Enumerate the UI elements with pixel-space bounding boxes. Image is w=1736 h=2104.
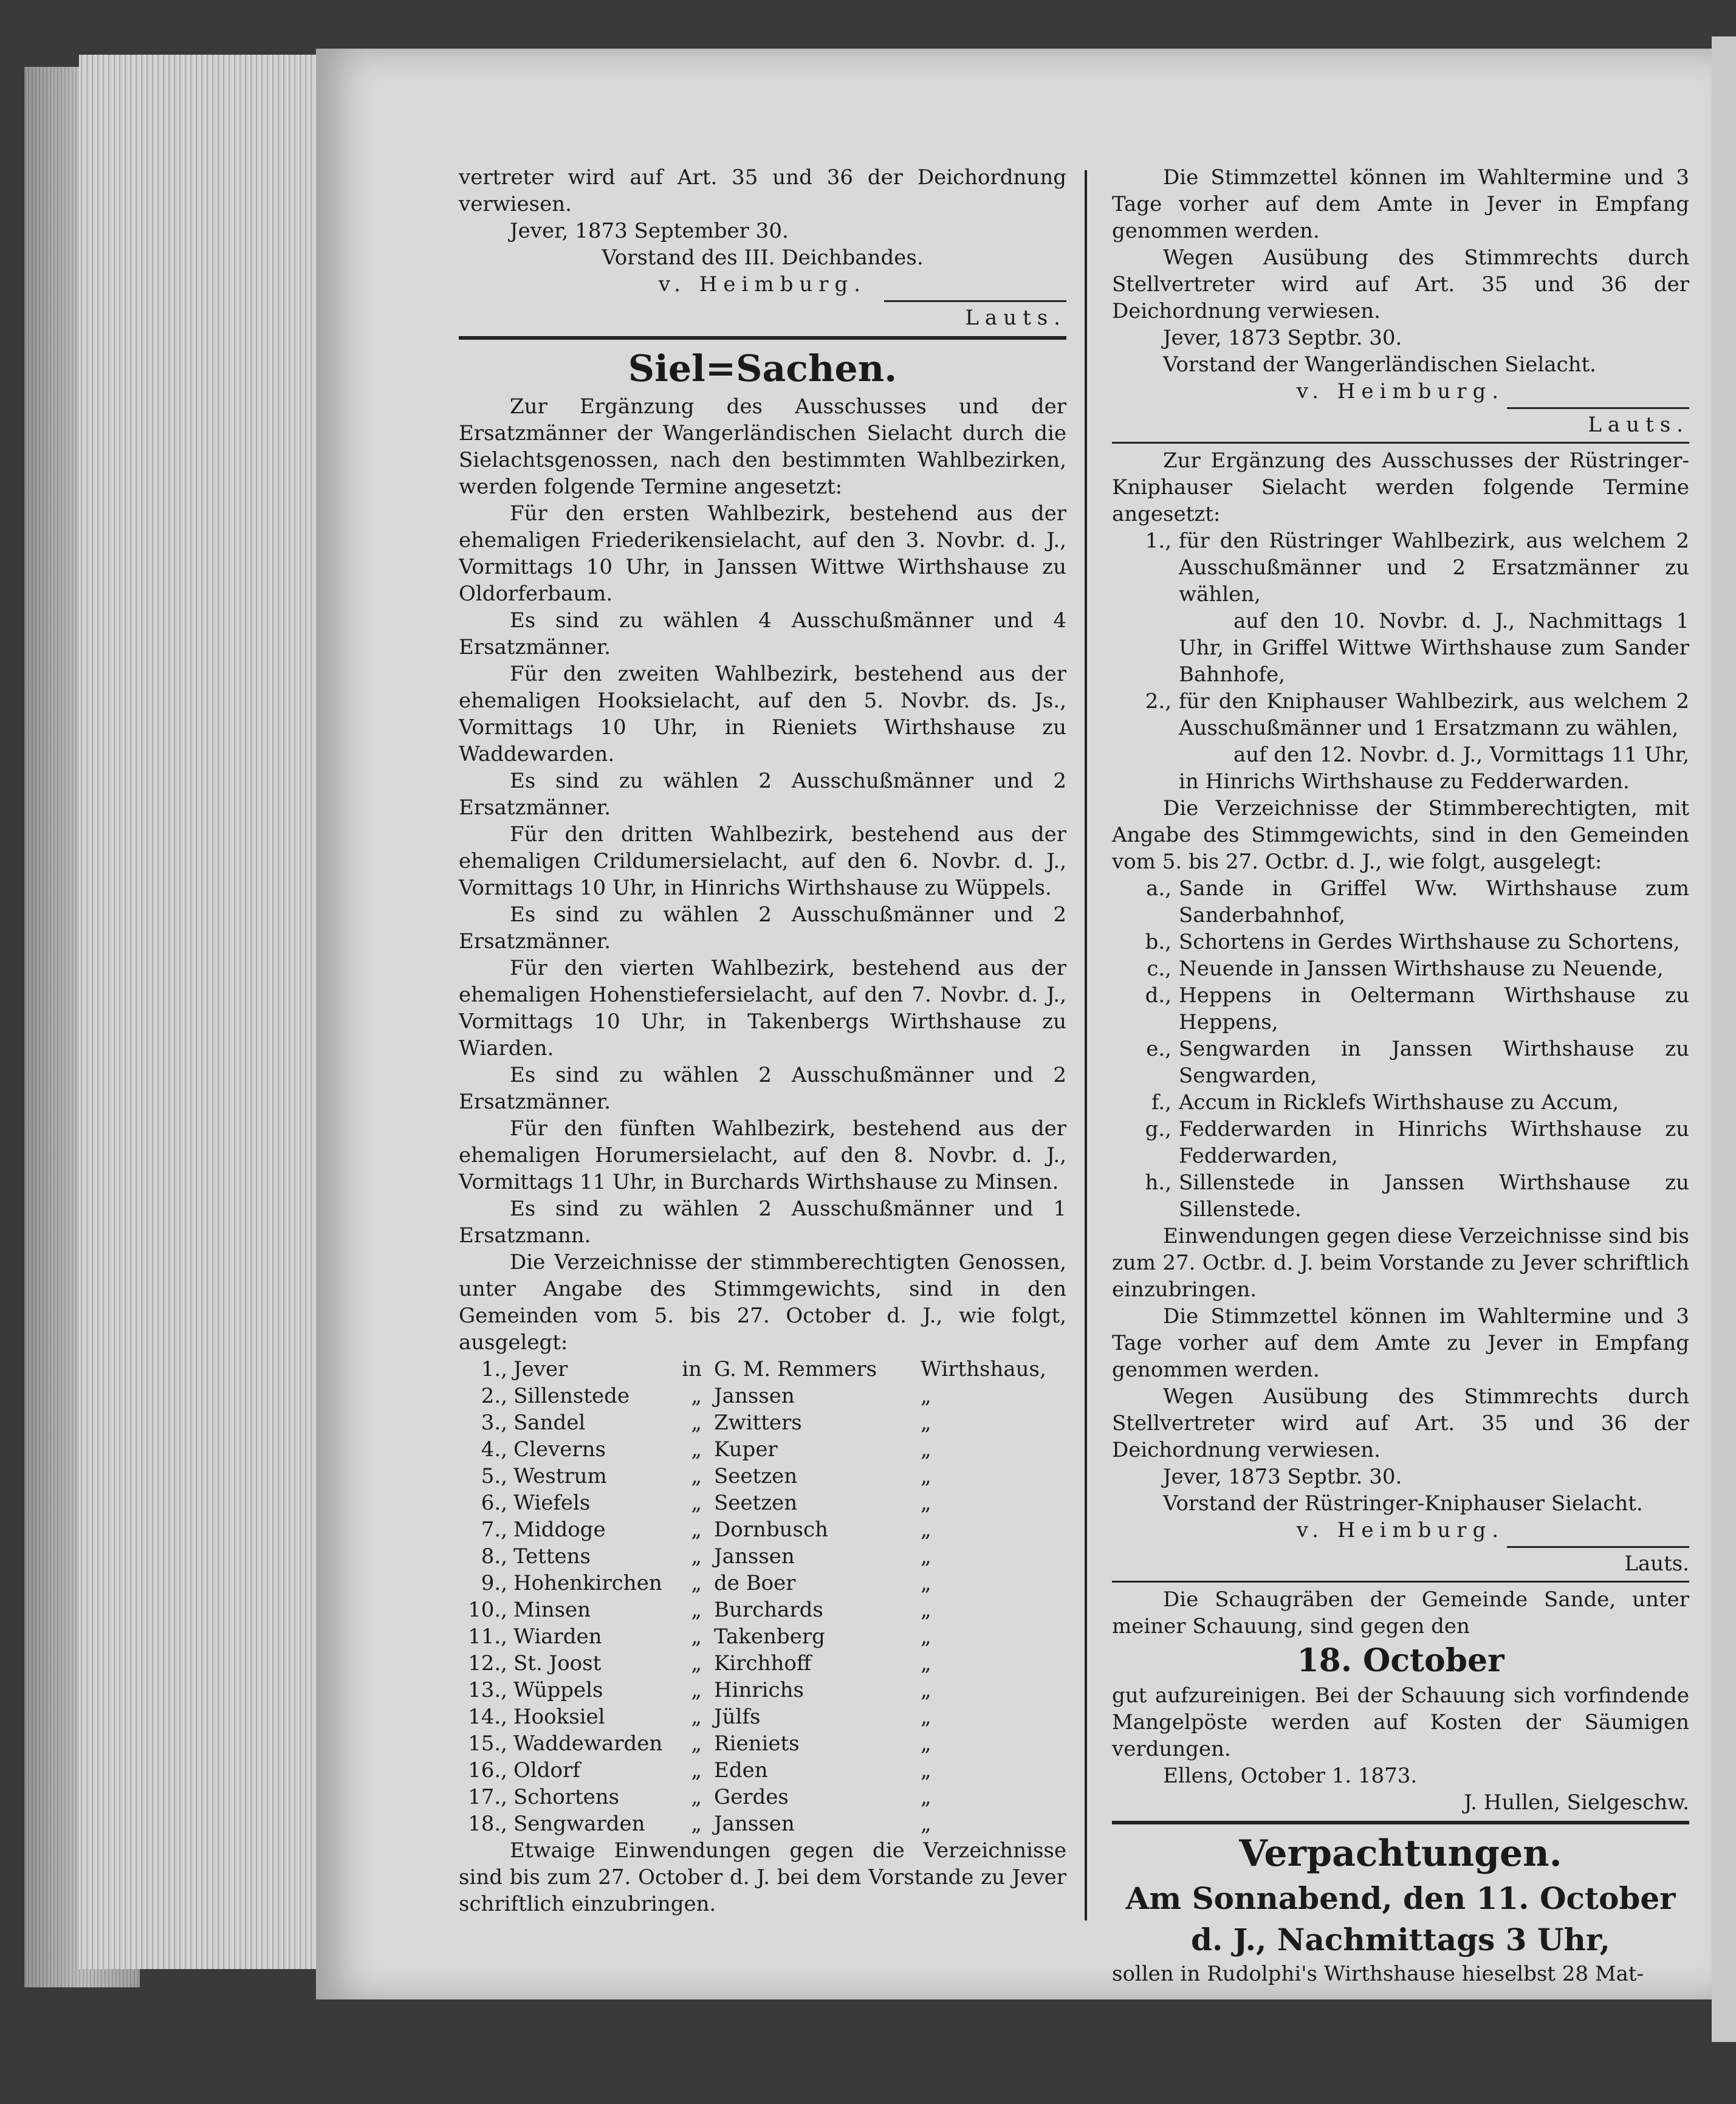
- enum-text: Accum in Ricklefs Wirthshause zu Accum,: [1179, 1090, 1619, 1115]
- list-item-post: „: [921, 1384, 931, 1408]
- list-item-post: „: [921, 1544, 931, 1569]
- list-item-num: 12.,: [468, 1651, 507, 1676]
- list-item-num: 4.,: [481, 1437, 507, 1462]
- list-item-name: Janssen: [714, 1812, 795, 1836]
- list-item: [459, 1650, 1066, 1677]
- list-item-post: Wirthshaus,: [921, 1357, 1046, 1381]
- list-item-place: Cleverns: [513, 1437, 606, 1462]
- list-item-pre: „: [691, 1384, 702, 1408]
- list-item-pre: „: [691, 1518, 702, 1542]
- list-item-post: „: [921, 1491, 931, 1515]
- list-item: [459, 1784, 1066, 1810]
- list-item: [459, 1623, 1066, 1650]
- list-item: [459, 1810, 1066, 1837]
- list-item-num: 18.,: [468, 1812, 507, 1836]
- enum-subitem: [1112, 608, 1689, 688]
- enum-key: a.,: [1146, 876, 1172, 901]
- sign-name: v. Heimburg.: [1296, 379, 1505, 404]
- list-item-pre: „: [691, 1571, 702, 1595]
- paragraph: Es sind zu wählen 2 Ausschußmänner und 1 Ersatzmann.: [459, 1197, 1066, 1248]
- paragraph: Es sind zu wählen 2 Ausschußmänner und 2 Ersatzmänner.: [459, 769, 1066, 820]
- list-item-pre: „: [691, 1812, 702, 1836]
- enum-text: Sengwarden in Janssen Wirthshause zu Sengwarden,: [1179, 1037, 1689, 1088]
- place-list: [459, 1356, 1066, 1837]
- list-item-post: „: [921, 1731, 931, 1756]
- sign-board: Vorstand der Wangerländischen Sielacht.: [1163, 352, 1596, 377]
- list-item-place: St. Joost: [513, 1651, 602, 1676]
- list-item-pre: „: [691, 1785, 702, 1809]
- list-item-post: „: [921, 1624, 931, 1649]
- list-item-post: „: [921, 1678, 931, 1702]
- enum-item: [1112, 929, 1689, 955]
- sign-date: Jever, 1873 Septbr. 30.: [1163, 1465, 1402, 1489]
- sign-date: Jever, 1873 Septbr. 30.: [1163, 326, 1402, 350]
- list-item-place: Oldorf: [513, 1758, 580, 1783]
- list-item-num: 11.,: [468, 1624, 507, 1649]
- list-item-post: „: [921, 1518, 931, 1542]
- intro-signature: Lauts.: [965, 306, 1066, 330]
- list-item-name: Burchards: [714, 1598, 823, 1622]
- list-item-place: Minsen: [513, 1598, 591, 1622]
- list-item-num: 9.,: [481, 1571, 507, 1595]
- list-item-post: „: [921, 1758, 931, 1783]
- list-item-place: Hooksiel: [513, 1705, 605, 1729]
- paragraph: Für den fünften Wahlbezirk, bestehend aus der ehemaligen Horumersielacht, auf den 8. Novbr. d. J., Vormittags 11 Uhr, in Burchards Wirthshause zu Minsen.: [459, 1116, 1066, 1194]
- list-item-pre: „: [691, 1491, 702, 1515]
- list-item-num: 14.,: [468, 1705, 507, 1729]
- divider: [1507, 1546, 1689, 1548]
- list-item: [459, 1436, 1066, 1463]
- enum-item: [1112, 875, 1689, 929]
- paragraph: Es sind zu wählen 2 Ausschußmänner und 2 Ersatzmänner.: [459, 1063, 1066, 1114]
- list-item-num: 6.,: [481, 1491, 507, 1515]
- sign-signature: Lauts.: [1588, 413, 1689, 437]
- list-item: [459, 1757, 1066, 1784]
- intro-board: Vorstand des III. Deichbandes.: [602, 246, 924, 270]
- list-item-place: Wiefels: [513, 1491, 591, 1515]
- verpachtungen-time: d. J., Nachmittags 3 Uhr,: [1191, 1922, 1610, 1958]
- list-item-name: Takenberg: [714, 1624, 825, 1649]
- list-item-name: Zwitters: [714, 1411, 802, 1435]
- list-item-pre: „: [691, 1437, 702, 1462]
- list-item-post: „: [921, 1464, 931, 1488]
- list-item-place: Schortens: [513, 1785, 620, 1809]
- enum-item: [1112, 1036, 1689, 1089]
- enum-item: [1112, 528, 1689, 608]
- verpachtungen-date: Am Sonnabend, den 11. October: [1125, 1880, 1676, 1916]
- list-item-pre: „: [691, 1678, 702, 1702]
- enum-item: [1112, 688, 1689, 741]
- paragraph: Für den vierten Wahlbezirk, bestehend aus der ehemaligen Hohenstiefersielacht, auf den 7. Novbr. d. J., Vormittags 10 Uhr, in Takenbergs Wirthshause zu Wiarden.: [459, 956, 1066, 1061]
- list-item-place: Waddewarden: [513, 1731, 663, 1756]
- list-item-pre: „: [691, 1624, 702, 1649]
- schau-signature: J. Hullen, Sielgeschw.: [1464, 1790, 1689, 1815]
- list-item: [459, 1597, 1066, 1623]
- intro-name: v. Heimburg.: [658, 272, 867, 297]
- list-item-num: 7.,: [481, 1518, 507, 1542]
- list-item-name: Janssen: [714, 1384, 795, 1408]
- list-item: [459, 1409, 1066, 1436]
- enum-item: [1112, 982, 1689, 1036]
- enum-text: für den Kniphauser Wahlbezirk, aus welchem 2 Ausschußmänner und 1 Ersatzmann zu wählen,: [1179, 689, 1689, 740]
- list-item-place: Middoge: [513, 1518, 606, 1542]
- enum-text: Heppens in Oeltermann Wirthshause zu Heppens,: [1179, 983, 1689, 1034]
- enum-text: Sande in Griffel Ww. Wirthshause zum Sanderbahnhof,: [1179, 876, 1689, 927]
- intro-text: vertreter wird auf Art. 35 und 36 der Deichordnung verwiesen.: [459, 165, 1066, 216]
- enum-key: d.,: [1145, 983, 1172, 1008]
- paragraph: Es sind zu wählen 4 Ausschußmänner und 4 Ersatzmänner.: [459, 608, 1066, 659]
- section-heading: Siel=Sachen.: [628, 348, 897, 390]
- section-divider: [1112, 442, 1689, 444]
- schau-text: gut aufzureinigen. Bei der Schauung sich vorfindende Mangelpöste werden auf Kosten der Säumigen verdungen.: [1112, 1683, 1689, 1761]
- schau-text: Die Schaugräben der Gemeinde Sande, unter meiner Schauung, sind gegen den: [1112, 1587, 1689, 1638]
- verz-items: [1112, 875, 1689, 1223]
- list-item-num: 1.,: [481, 1357, 507, 1381]
- intro-date: Jever, 1873 September 30.: [510, 219, 789, 243]
- list-item: [459, 1730, 1066, 1757]
- left-paragraphs: [459, 393, 1066, 1356]
- paragraph: Für den ersten Wahlbezirk, bestehend aus der ehemaligen Friederikensielacht, auf den 3. Novbr. d. J., Vormittags 10 Uhr, in Janssen Wittwe Wirthshause zu Oldorferbaum.: [459, 501, 1066, 606]
- list-item-post: „: [921, 1705, 931, 1729]
- enum-text: Sillenstede in Janssen Wirthshause zu Sillenstede.: [1179, 1171, 1689, 1222]
- list-item-place: Hohenkirchen: [513, 1571, 662, 1595]
- enum-subtext: auf den 10. Novbr. d. J., Nachmittags 1 Uhr, in Griffel Wittwe Wirthshause zum Sander Bahnhofe,: [1179, 609, 1689, 687]
- list-item: [459, 1463, 1066, 1490]
- list-item-name: Rieniets: [714, 1731, 800, 1756]
- schau-place: Ellens, October 1. 1873.: [1163, 1764, 1418, 1788]
- list-item-name: Dornbusch: [714, 1518, 828, 1542]
- list-item: [459, 1383, 1066, 1409]
- enum-text: Neuende in Janssen Wirthshause zu Neuende,: [1179, 957, 1664, 981]
- enum-subitem: [1112, 741, 1689, 795]
- enum-key: 1.,: [1145, 529, 1172, 553]
- paragraph: Für den zweiten Wahlbezirk, bestehend aus der ehemaligen Hooksielacht, auf den 5. Novbr. ds. Js., Vormittags 10 Uhr, in Rieniets Wirthshause zu Waddewarden.: [459, 662, 1066, 766]
- list-item-place: Sengwarden: [513, 1812, 645, 1836]
- enum-key: f.,: [1151, 1090, 1172, 1115]
- enum-key: e.,: [1146, 1037, 1172, 1061]
- list-item: [459, 1703, 1066, 1730]
- paragraph: Zur Ergänzung des Ausschusses und der Ersatzmänner der Wangerländischen Sielacht durch die Sielachtsgenossen, nach den bestimmten Wahlbezirken, werden folgende Termine angesetzt:: [459, 394, 1066, 499]
- enum-key: 2.,: [1145, 689, 1172, 713]
- sign-name: v. Heimburg.: [1296, 1518, 1505, 1542]
- section-divider: [1112, 1821, 1689, 1824]
- list-item-place: Tettens: [513, 1544, 591, 1569]
- list-item-post: „: [921, 1411, 931, 1435]
- section-divider: [1112, 1581, 1689, 1583]
- paragraph: Wegen Ausübung des Stimmrechts durch Stellvertreter wird auf Art. 35 und 36 der Deichordnung verwiesen.: [1112, 1384, 1689, 1462]
- list-item: [459, 1490, 1066, 1516]
- list-item-name: Janssen: [714, 1544, 795, 1569]
- rust-intro: Zur Ergänzung des Ausschusses der Rüstringer-Kniphauser Sielacht werden folgende Termine angesetzt:: [1112, 449, 1689, 526]
- list-item-post: „: [921, 1437, 931, 1462]
- list-item-name: Jülfs: [714, 1705, 761, 1729]
- enum-item: [1112, 1169, 1689, 1223]
- paragraph: Die Stimmzettel können im Wahltermine und 3 Tage vorher auf dem Amte in Jever in Empfang genommen werden.: [1112, 165, 1689, 243]
- page-stack: [79, 55, 334, 1969]
- list-item-post: „: [921, 1812, 931, 1836]
- enum-subtext: auf den 12. Novbr. d. J., Vormittags 11 Uhr, in Hinrichs Wirthshause zu Fedderwarden.: [1179, 743, 1689, 794]
- list-item-pre: „: [691, 1651, 702, 1676]
- enum-item: [1112, 1116, 1689, 1169]
- enum-text: für den Rüstringer Wahlbezirk, aus welchem 2 Ausschußmänner und 2 Ersatzmänner zu wählen,: [1179, 529, 1689, 607]
- list-item-post: „: [921, 1785, 931, 1809]
- list-item-post: „: [921, 1598, 931, 1622]
- list-item-place: Wiarden: [513, 1624, 602, 1649]
- list-item: [459, 1543, 1066, 1570]
- list-item-num: 17.,: [468, 1785, 507, 1809]
- list-item-pre: „: [691, 1731, 702, 1756]
- right-column: [1112, 164, 1689, 1987]
- list-item-pre: „: [691, 1411, 702, 1435]
- list-item-pre: „: [691, 1464, 702, 1488]
- verpachtungen-heading: Verpachtungen.: [1239, 1832, 1562, 1875]
- list-item-num: 3.,: [481, 1411, 507, 1435]
- paragraph: Es sind zu wählen 2 Ausschußmänner und 2 Ersatzmänner.: [459, 902, 1066, 954]
- list-item-pre: in: [682, 1357, 702, 1381]
- list-item-place: Westrum: [513, 1464, 607, 1488]
- enum-key: g.,: [1145, 1117, 1172, 1141]
- enum-key: h.,: [1145, 1171, 1172, 1195]
- enum-key: c.,: [1147, 957, 1172, 981]
- divider: [1507, 407, 1689, 409]
- enum-text: Schortens in Gerdes Wirthshause zu Schortens,: [1179, 930, 1680, 954]
- list-item-name: Seetzen: [714, 1491, 798, 1515]
- paragraph: Wegen Ausübung des Stimmrechts durch Stellvertreter wird auf Art. 35 und 36 der Deichordnung verwiesen.: [1112, 246, 1689, 323]
- list-item-post: „: [921, 1651, 931, 1676]
- list-item-num: 8.,: [481, 1544, 507, 1569]
- list-item-pre: „: [691, 1705, 702, 1729]
- column-rule: [1085, 170, 1087, 1920]
- list-item: [459, 1570, 1066, 1597]
- list-item: [459, 1356, 1066, 1383]
- enum-key: b.,: [1145, 930, 1172, 954]
- list-item-pre: „: [691, 1598, 702, 1622]
- left-column: [459, 164, 1066, 1917]
- enum-item: [1112, 1089, 1689, 1116]
- list-item-num: 16.,: [468, 1758, 507, 1783]
- paragraph: Die Stimmzettel können im Wahltermine und 3 Tage vorher auf dem Amte zu Jever in Empfang genommen werden.: [1112, 1304, 1689, 1382]
- rust-items: [1112, 528, 1689, 795]
- list-item-post: „: [921, 1571, 931, 1595]
- verz-intro: Die Verzeichnisse der Stimmberechtigten, mit Angabe des Stimmgewichts, sind in den Gemeinden vom 5. bis 27. Octbr. d. J., wie folgt, ausgelegt:: [1112, 796, 1689, 874]
- verpachtungen-text: sollen in Rudolphi's Wirthshause hieselbst 28 Mat-: [1112, 1962, 1644, 1986]
- enum-item: [1112, 955, 1689, 982]
- list-item-pre: „: [691, 1758, 702, 1783]
- list-item-num: 5.,: [481, 1464, 507, 1488]
- list-item-place: Jever: [513, 1357, 568, 1381]
- list-item-pre: „: [691, 1544, 702, 1569]
- list-item-place: Wüppels: [513, 1678, 603, 1702]
- list-item-name: Gerdes: [714, 1785, 789, 1809]
- list-item-name: Kirchhoff: [714, 1651, 811, 1676]
- list-item-num: 13.,: [468, 1678, 507, 1702]
- list-item-name: Kuper: [714, 1437, 778, 1462]
- list-item-num: 2.,: [481, 1384, 507, 1408]
- list-item-num: 15.,: [468, 1731, 507, 1756]
- paragraph: Einwendungen gegen diese Verzeichnisse sind bis zum 27. Octbr. d. J. beim Vorstande zu Jever schriftlich einzubringen.: [1112, 1224, 1689, 1302]
- list-item-name: G. M. Remmers: [714, 1357, 877, 1381]
- list-item-place: Sandel: [513, 1411, 586, 1435]
- next-page-edge: [1712, 36, 1736, 2042]
- sign-signature: Lauts.: [1624, 1552, 1689, 1576]
- list-item-name: de Boer: [714, 1571, 796, 1595]
- paragraph: Die Verzeichnisse der stimmberechtigten Genossen, unter Angabe des Stimmgewichts, sind in den Gemeinden vom 5. bis 27. October d. J., wie folgt, ausgelegt:: [459, 1250, 1066, 1355]
- divider: [884, 300, 1066, 302]
- list-item-name: Seetzen: [714, 1464, 798, 1488]
- list-item-place: Sillenstede: [513, 1384, 630, 1408]
- list-item-num: 10.,: [468, 1598, 507, 1622]
- closing-paragraph: Etwaige Einwendungen gegen die Verzeichnisse sind bis zum 27. October d. J. bei dem Vorstande zu Jever schriftlich einzubringen.: [459, 1838, 1066, 1916]
- list-item-name: Hinrichs: [714, 1678, 804, 1702]
- section-divider: [459, 336, 1066, 340]
- paragraph: Für den dritten Wahlbezirk, bestehend aus der ehemaligen Crildumersielacht, auf den 6. Novbr. d. J., Vormittags 10 Uhr, in Hinrichs Wirthshause zu Wüppels.: [459, 822, 1066, 900]
- schau-date: 18. October: [1297, 1642, 1504, 1679]
- enum-text: Fedderwarden in Hinrichs Wirthshause zu Fedderwarden,: [1179, 1117, 1689, 1168]
- list-item-name: Eden: [714, 1758, 768, 1783]
- list-item: [459, 1516, 1066, 1543]
- sign-board: Vorstand der Rüstringer-Kniphauser Sielacht.: [1163, 1491, 1643, 1516]
- list-item: [459, 1677, 1066, 1703]
